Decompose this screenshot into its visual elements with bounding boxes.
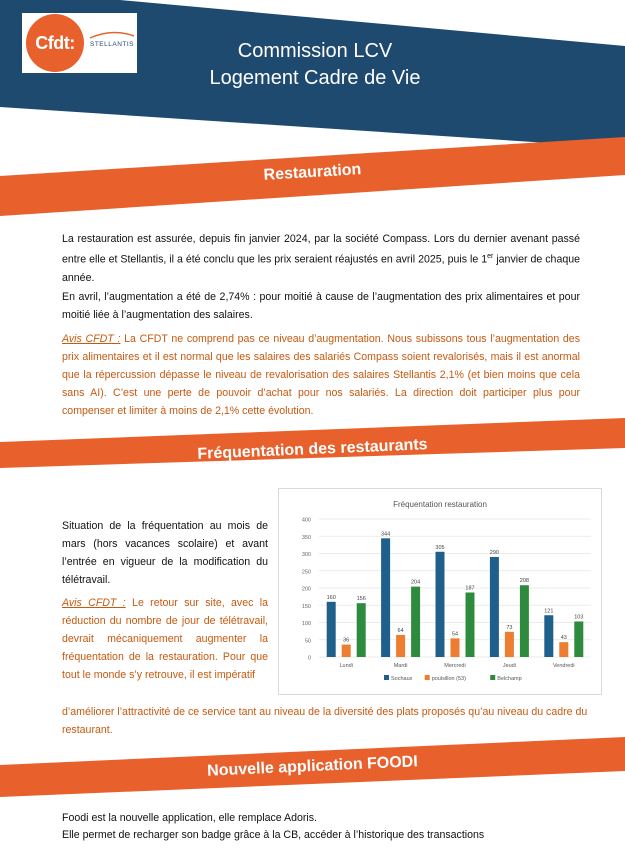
section-heading-foodi: Nouvelle application FOODI [206, 753, 419, 780]
avis-label: Avis CFDT : [62, 597, 126, 609]
chart-data-label: 305 [435, 544, 445, 551]
chart-data-label: 64 [397, 627, 404, 634]
chart-data-label: 344 [381, 531, 391, 538]
chart-bar [520, 585, 529, 657]
chart-bar [396, 635, 405, 657]
chart-bar [411, 587, 420, 657]
chart-data-label: 54 [451, 631, 459, 638]
chart-y-tick-label: 200 [301, 586, 311, 593]
frequentation-avis-continuation: d’améliorer l’attractivité de ce service tant au niveau de la diversité des plats proposés qu’au niveau du cadre du restaurant. [62, 706, 588, 736]
chart-data-label: 103 [574, 614, 584, 621]
chart-data-label: 73 [506, 624, 513, 631]
chart-y-tick-label: 300 [301, 552, 311, 558]
chart-data-label: 290 [489, 549, 499, 556]
page-title-line2: Logement Cadre de Vie [209, 67, 421, 89]
page-title-line1: Commission LCV [237, 40, 393, 62]
frequentation-avis-cfdt: Avis CFDT : Le retour sur site, avec la réduction du nombre de jour de télétravail, devrait mécaniquement augmenter la fréquentation de la restauration. Pour que tout le monde s’y retrouve, il est impératif [62, 597, 268, 681]
chart-bar [342, 645, 351, 657]
chart-legend-swatch [425, 675, 430, 680]
chart-data-label: 36 [343, 637, 350, 644]
chart-data-label: 156 [356, 596, 366, 603]
foodi-line-1: Foodi est la nouvelle application, elle remplace Adoris. [62, 812, 317, 824]
chart-data-label: 43 [560, 635, 567, 642]
chart-legend-swatch [490, 675, 495, 680]
chart-data-label: 208 [519, 578, 529, 585]
chart-category-label: Jeudi [502, 663, 516, 669]
cfdt-logo-circle: Cfdt: [26, 14, 84, 72]
chart-y-tick-label: 250 [301, 569, 311, 576]
chart-legend-label: Belchamp [497, 676, 522, 682]
chart-legend-label: Sochaux [391, 676, 413, 682]
chart-y-tick-label: 100 [301, 621, 311, 627]
frequentation-paragraph: Situation de la fréquentation au mois de mars (hors vacances scolaire) et avant l’entrée en vigueur de la modification du télétravail. [62, 520, 268, 586]
cfdt-stellantis-logo [22, 13, 137, 73]
chart-bar [451, 638, 460, 657]
restauration-avis-cfdt: Avis CFDT : La CFDT ne comprend pas ce niveau d’augmentation. Nous subissons tous l’augmentation des prix alimentaires et il est normal que les salaires des salariés Compass soient revalorisés, mais il est anormal que la répercussion dépasse le niveau de revalorisation des salaires Stellantis 2,1% (et bien moins que cela sans AI). C’est une perte de pouvoir d’achat pour nos salariés. La direction doit participer plus pour compenser et limiter à moins de 2,1% cette évolution. [62, 333, 580, 417]
chart-bar [505, 632, 514, 657]
chart-y-tick-label: 400 [301, 517, 311, 524]
foodi-line-2: Elle permet de recharger son badge grâce à la CB, accéder à l’historique des transactions [62, 829, 485, 841]
restauration-paragraph-1: La restauration est assurée, depuis fin janvier 2024, par la société Compass. Lors du dernier avenant passé entre elle et Stellantis, il a été conclu que les prix seraient réajustés en avril 2025, puis le 1er janvier de chaque année. [62, 233, 581, 284]
frequentation-chart-svg [279, 489, 601, 694]
chart-bar [436, 552, 445, 657]
chart-y-tick-label: 50 [304, 638, 311, 645]
avis-label: Avis CFDT : [62, 333, 121, 345]
chart-y-tick-label: 0 [307, 655, 311, 662]
chart-bar [327, 602, 336, 657]
chart-legend-label: poulsillon (53) [431, 676, 466, 682]
chart-data-label: 121 [544, 608, 554, 615]
chart-y-tick-label: 150 [301, 603, 311, 610]
restauration-paragraph-2: En avril, l’augmentation a été de 2,74% : pour moitié à cause de l’augmentation des prix alimentaires et pour moitié liée à l’augmentation des salaires. [62, 291, 580, 321]
section-heading-frequentation: Fréquentation des restaurants [197, 436, 428, 463]
chart-y-tick-label: 350 [301, 534, 311, 541]
chart-bar [574, 621, 583, 657]
frequentation-chart [278, 488, 602, 695]
section-heading-restauration: Restauration [263, 161, 362, 184]
chart-data-label: 160 [326, 594, 336, 601]
chart-bar [357, 603, 366, 657]
chart-category-label: Mercredi [444, 663, 466, 669]
chart-category-label: Lundi [339, 663, 353, 669]
chart-legend-swatch [384, 675, 389, 680]
chart-bar [559, 642, 568, 657]
chart-title: Fréquentation restauration [393, 500, 487, 509]
chart-data-label: 204 [411, 579, 421, 586]
chart-category-label: Mardi [393, 663, 408, 669]
chart-bar [544, 615, 553, 657]
chart-bar [490, 557, 499, 657]
chart-bar [466, 592, 475, 657]
chart-category-label: Vendredi [552, 663, 575, 669]
chart-data-label: 187 [465, 585, 475, 592]
chart-bar [381, 538, 390, 657]
stellantis-logo-text: STELLANTIS [90, 41, 135, 48]
